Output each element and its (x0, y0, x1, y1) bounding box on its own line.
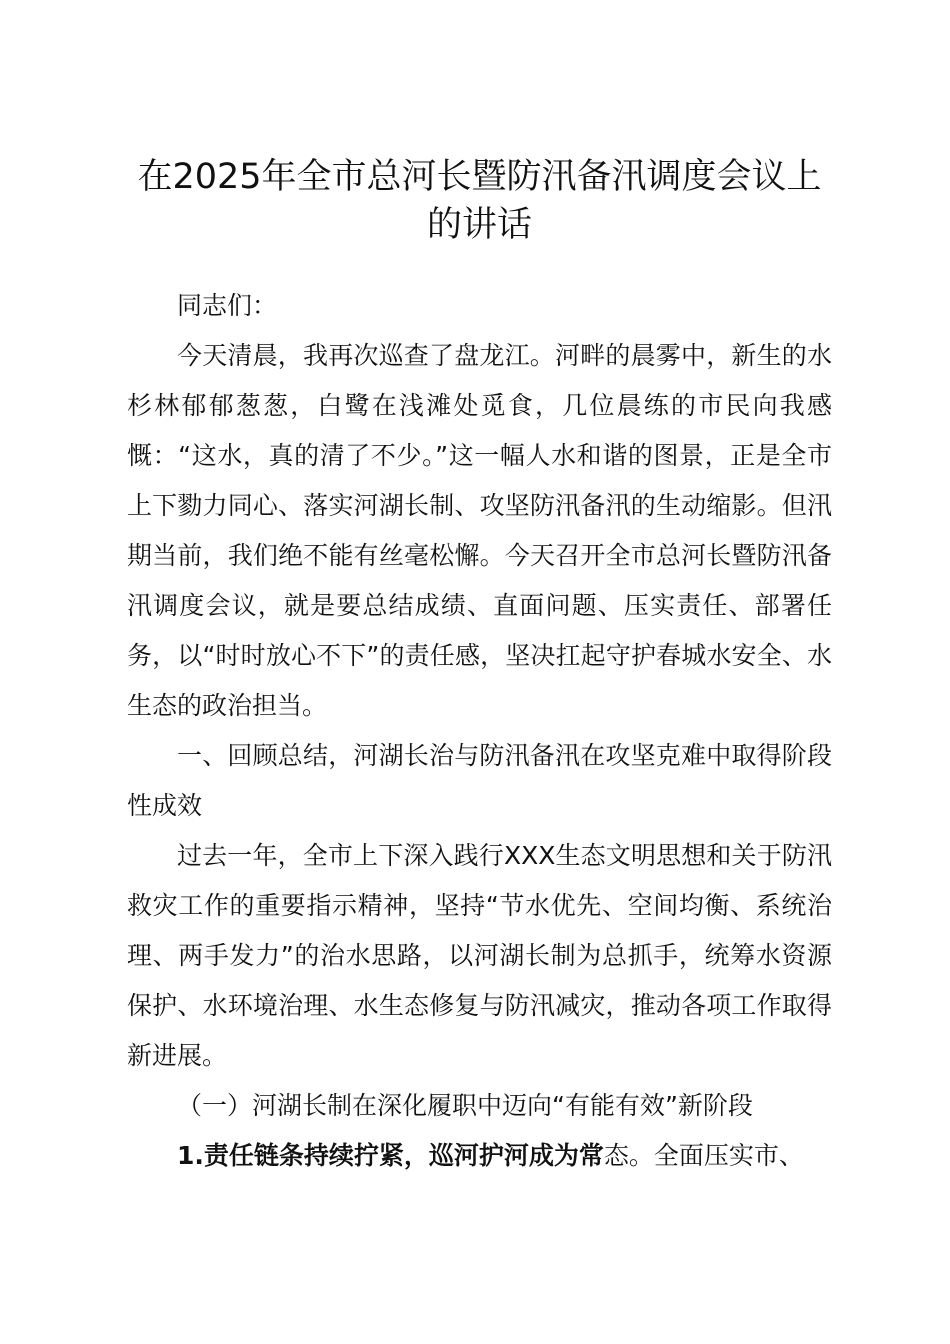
paragraph-intro: 今天清晨，我再次巡查了盘龙江。河畔的晨雾中，新生的水杉林郁郁葱葱，白鹭在浅滩处觅食，几位晨练的市民向我感慨：“这水，真的清了不少。”这一幅人水和谐的图景，正是全市上下勠力同心、落实河湖长制、攻坚防汛备汛的生动缩影。但汛期当前，我们绝不能有丝毫松懈。今天召开全市总河长暨防汛备汛调度会议，就是要总结成绩、直面问题、压实责任、部署任务，以“时时放心不下”的责任感，坚决扛起守护春城水安全、水生态的政治担当。 (127, 341, 832, 720)
document-body (127, 281, 832, 1181)
section-heading-1: 一、回顾总结，河湖长治与防汛备汛在攻坚克难中取得阶段性成效 (127, 741, 832, 820)
paragraph-review: 过去一年，全市上下深入践行XXX生态文明思想和关于防汛救灾工作的重要指示精神，坚持“节水优先、空间均衡、系统治理、两手发力”的治水思路，以河湖长制为总抓手，统筹水资源保护、水环境治理、水生态修复与防汛减灾，推动各项工作取得新进展。 (127, 841, 832, 1070)
item-1-text: 态。全面压实市、 (603, 1141, 804, 1170)
item-1-lead: 1.责任链条持续拧紧，巡河护河成为常 (177, 1141, 604, 1170)
page-title: 在2025年全市总河长暨防汛备汛调度会议上的讲话 (137, 157, 822, 245)
subsection-heading-1: （一）河湖长制在深化履职中迈向“有能有效”新阶段 (177, 1091, 753, 1120)
paragraph-item-1 (127, 1131, 832, 1181)
salutation: 同志们： (177, 291, 278, 320)
